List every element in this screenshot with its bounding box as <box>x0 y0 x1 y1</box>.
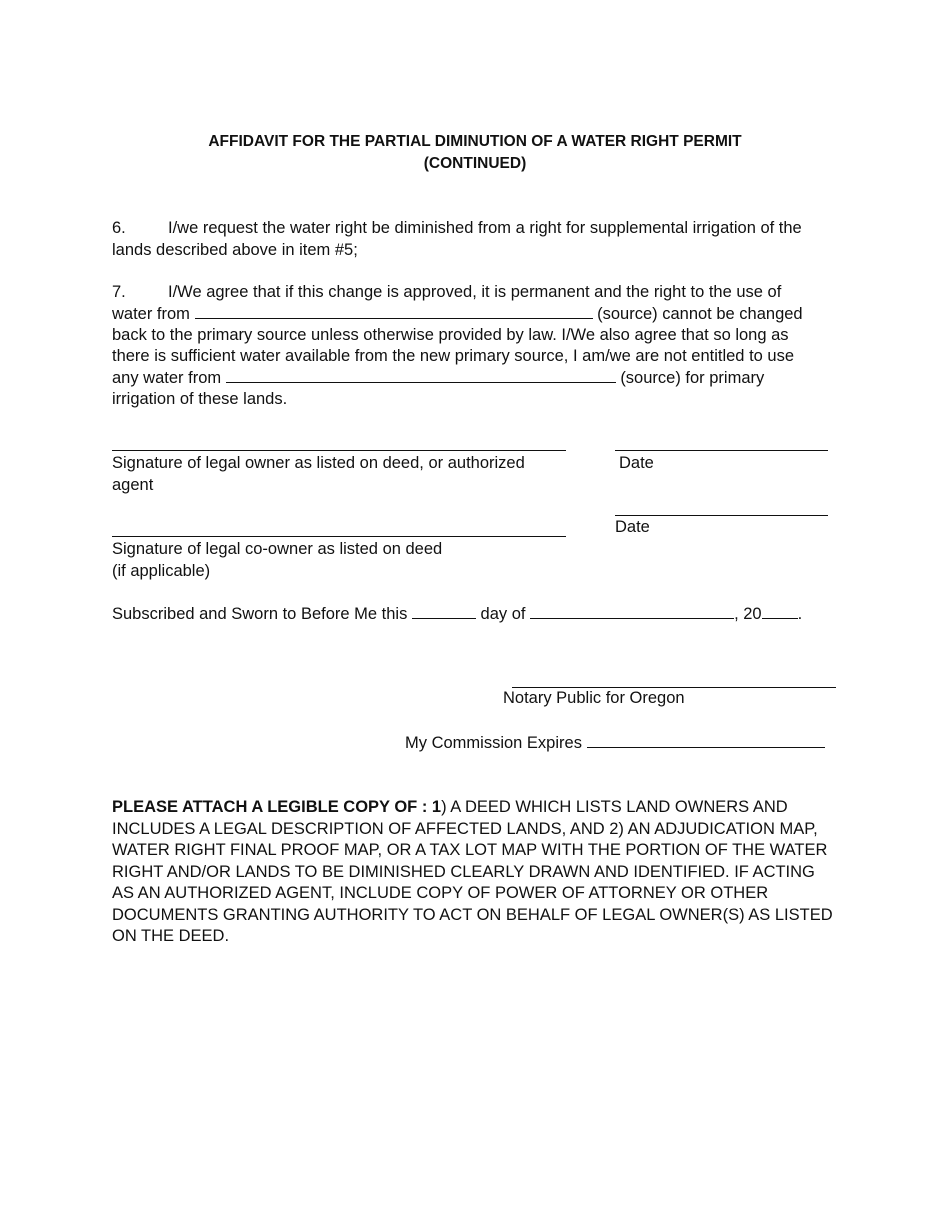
item-6 <box>112 218 832 261</box>
owner-signature-label: Signature of legal owner as listed on deed, or authorized <box>112 454 525 472</box>
sworn-prefix: Subscribed and Sworn to Before Me this <box>112 605 408 623</box>
item-7-text-f: any water from <box>112 369 222 387</box>
commission-expires-field[interactable] <box>587 733 825 748</box>
item-7-line6: irrigation of these lands. <box>112 390 288 408</box>
owner-date-line[interactable] <box>615 450 828 451</box>
sworn-period: . <box>797 605 803 623</box>
sworn-month-field[interactable] <box>530 604 734 619</box>
coowner-date-line[interactable] <box>615 515 828 516</box>
sworn-year-prefix: , 20 <box>734 605 762 623</box>
item-7-text-a: I/We agree that if this change is approved, it is permanent and the right to the use of <box>168 283 782 301</box>
sworn-statement <box>112 604 802 624</box>
item-7-line2 <box>112 304 803 324</box>
owner-date-label: Date <box>619 454 654 472</box>
sworn-day-field[interactable] <box>412 604 476 619</box>
primary-source-field[interactable] <box>226 368 616 383</box>
notary-label: Notary Public for Oregon <box>503 689 685 707</box>
document-subtitle: (CONTINUED) <box>423 155 527 172</box>
attachment-text: ) A DEED WHICH LISTS LAND OWNERS AND INCLUDES A LEGAL DESCRIPTION OF AFFECTED LANDS, AND 2) AN ADJUDICATION MAP, WATER RIGHT FINAL PROOF MAP, OR A TAX LOT MAP WITH THE PORTION OF THE WATER RIGHT AND/OR LANDS TO BE DIMINISHED CLEARLY DRAWN AND IDENTIFIED. IF ACTING AS AN AUTHORIZED AGENT, INCLUDE COPY OF POWER OF ATTORNEY OR OTHER DOCUMENTS GRANTING AUTHORITY TO ACT ON BEHALF OF LEGAL OWNER(S) AS LISTED ON THE DEED. <box>112 798 833 945</box>
coowner-signature-line[interactable] <box>112 536 566 537</box>
attachment-lead: PLEASE ATTACH A LEGIBLE COPY OF : 1 <box>112 798 442 816</box>
water-source-field[interactable] <box>195 304 593 319</box>
attachment-instructions <box>112 797 838 948</box>
owner-signature-line[interactable] <box>112 450 566 451</box>
coowner-signature-label-cont: (if applicable) <box>112 562 211 580</box>
owner-signature-label-cont: agent <box>112 476 154 494</box>
item-7-line5 <box>112 368 764 388</box>
item-6-text: I/we request the water right be diminished from a right for supplemental irrigation of the lands described above in item #5; <box>112 219 802 259</box>
coowner-signature-label: Signature of legal co-owner as listed on deed <box>112 540 443 558</box>
coowner-date-label: Date <box>615 518 650 536</box>
commission-label: My Commission Expires <box>405 734 582 752</box>
item-7-text-g: (source) for primary <box>620 369 765 387</box>
item-7-line1 <box>112 283 781 302</box>
item-7-text-b: water from <box>112 305 190 323</box>
sworn-day-of: day of <box>480 605 526 623</box>
item-7-line4: there is sufficient water available from the new primary source, I am/we are not entitled to use <box>112 347 795 365</box>
document-title: AFFIDAVIT FOR THE PARTIAL DIMINUTION OF A WATER RIGHT PERMIT <box>208 133 742 150</box>
item-7-line3: back to the primary source unless otherwise provided by law. I/We also agree that so long as <box>112 326 789 344</box>
item-6-number: 6. <box>112 219 126 237</box>
item-7-text-c: (source) cannot be changed <box>597 305 803 323</box>
sworn-year-field[interactable] <box>762 604 798 619</box>
notary-signature-line[interactable] <box>512 687 836 688</box>
item-7-number: 7. <box>112 283 126 301</box>
commission-expires <box>405 733 825 753</box>
